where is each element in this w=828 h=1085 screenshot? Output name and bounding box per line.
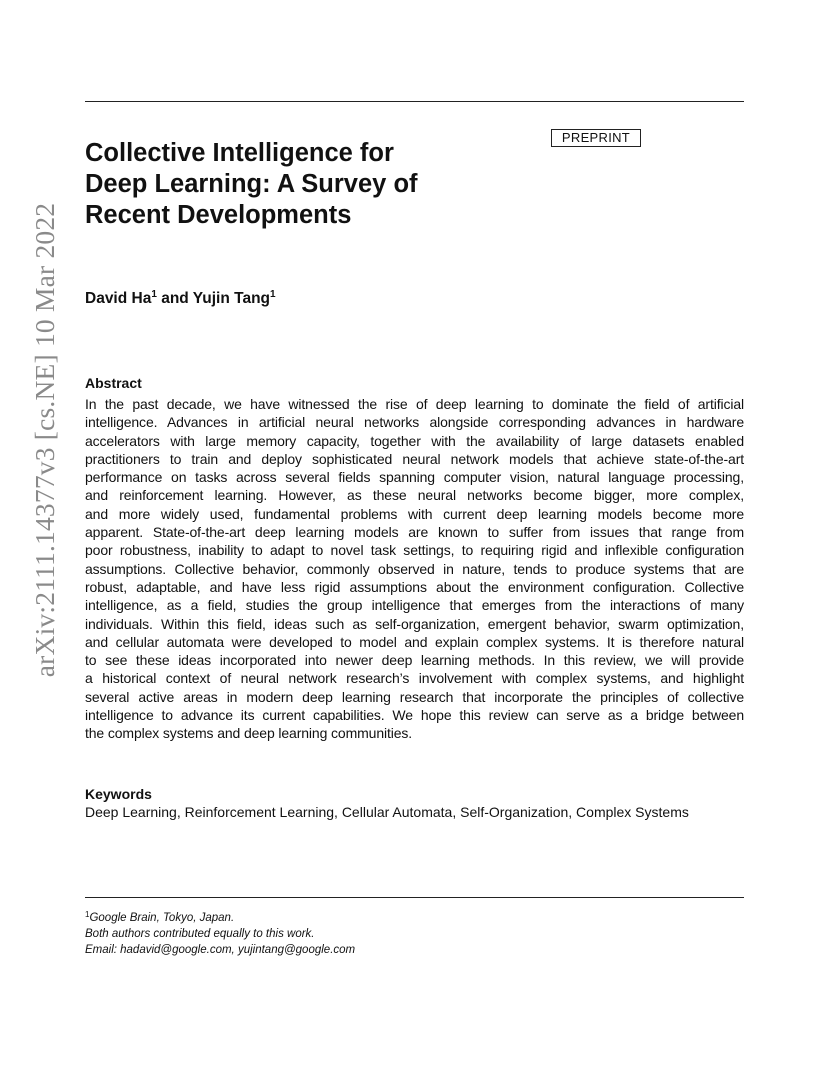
abstract-line: practitioners to train and deploy sophisticated neural network models that achieve state-of-the-art xyxy=(85,450,744,467)
arxiv-identifier-stamp: arXiv:2111.14377v3 [cs.NE] 10 Mar 2022 xyxy=(29,202,60,678)
footnote-equal-contribution: Both authors contributed equally to this work. xyxy=(85,928,315,940)
abstract-line: individuals. Within this field, ideas such as self-organization, emergent behavior, swarm optimization, xyxy=(85,615,744,632)
footnote-rule xyxy=(85,897,744,898)
affiliation-marker: 1 xyxy=(270,289,276,300)
title-line: Collective Intelligence for xyxy=(85,139,394,167)
footnote-email: Email: hadavid@google.com, yujintang@google.com xyxy=(85,944,356,956)
title-line: Recent Developments xyxy=(85,201,352,229)
paper-title xyxy=(85,138,485,231)
author-name: David Ha xyxy=(85,290,152,307)
abstract-line: and cellular automata were developed to model and explain complex systems. It is therefore natural xyxy=(85,633,744,650)
abstract-line: and reinforcement learning. However, as these neural networks become bigger, more complex, xyxy=(85,487,744,504)
abstract-line: several active areas in modern deep learning research that incorporate the principles of collective xyxy=(85,688,744,705)
abstract-heading: Abstract xyxy=(85,375,142,391)
footnote-affiliation-text: Google Brain, Tokyo, Japan. xyxy=(89,912,235,924)
keywords-text: Deep Learning, Reinforcement Learning, Cellular Automata, Self-Organization, Complex Systems xyxy=(85,804,689,820)
footnote-affiliation xyxy=(85,910,355,926)
author-name: Yujin Tang xyxy=(192,290,271,307)
abstract-line: poor robustness, inability to adapt to novel task settings, to requiring rigid and inflexible configuration xyxy=(85,542,744,559)
footnote-marker: 1 xyxy=(85,910,90,919)
title-line: Deep Learning: A Survey of xyxy=(85,170,418,198)
affiliation-marker: 1 xyxy=(151,289,157,300)
abstract-line: accelerators with large memory capacity, together with the availability of large datasets enabled xyxy=(85,432,744,449)
abstract-line: performance on tasks across several fields spanning computer vision, natural language processing, xyxy=(85,469,744,486)
abstract-line: a historical context of neural network research’s involvement with complex systems, and highlight xyxy=(85,670,744,687)
footnotes xyxy=(85,910,355,958)
abstract-text xyxy=(85,395,744,743)
abstract-line: apparent. State-of-the-art deep learning models are known to suffer from issues that range from xyxy=(85,524,744,541)
author-list xyxy=(85,290,276,308)
abstract-line: robust, adaptable, and have less rigid assumptions about the environment configuration. Collective xyxy=(85,578,744,595)
preprint-badge: PREPRINT xyxy=(551,129,641,147)
author-conjunction: and xyxy=(156,290,193,307)
abstract-line: In the past decade, we have witnessed the rise of deep learning to dominate the field of artificial xyxy=(85,396,744,412)
abstract-line: the complex systems and deep learning communities. xyxy=(85,725,413,742)
abstract-line: intelligence. Advances in artificial neural networks alongside corresponding advances in hardware xyxy=(85,414,744,431)
abstract-line: assumptions. Collective behavior, commonly observed in nature, tends to produce systems that are xyxy=(85,560,744,577)
keywords-heading: Keywords xyxy=(85,786,152,802)
abstract-line: intelligence, as a field, studies the group intelligence that emerges from the interactions of many xyxy=(85,597,744,614)
abstract-line: to see these ideas incorporated into newer deep learning methods. In this review, we will provide xyxy=(85,652,744,669)
header-rule xyxy=(85,101,744,102)
abstract-line: intelligence to advance its current capabilities. We hope this review can serve as a bridge between xyxy=(85,707,744,724)
abstract-line: and more widely used, fundamental problems with current deep learning models become more xyxy=(85,505,744,522)
